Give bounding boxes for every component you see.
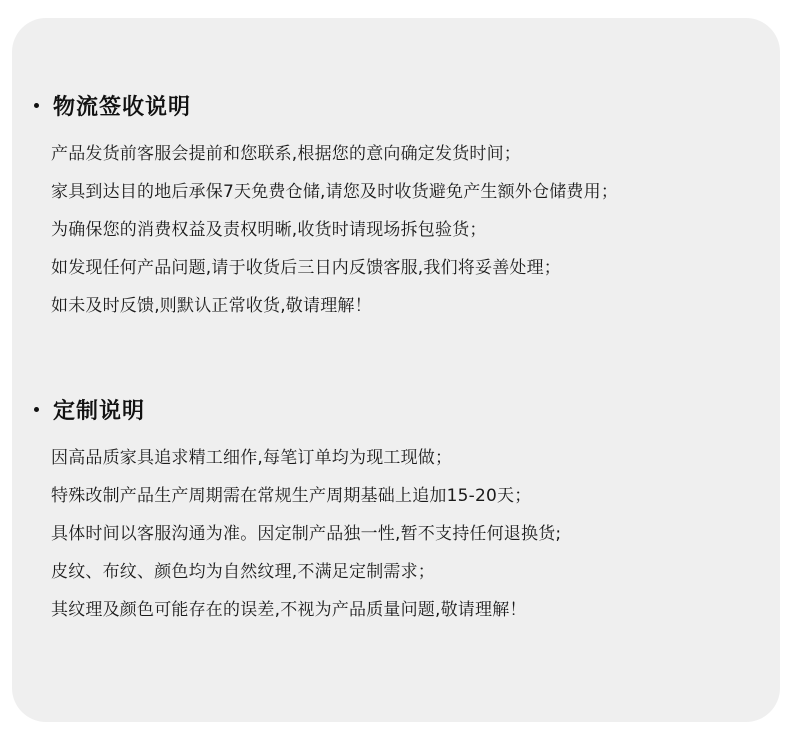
- custom-line: 因高品质家具追求精工细作,每笔订单均为现工现做；: [51, 448, 453, 468]
- logistics-line: 如发现任何产品问题,请于收货后三日内反馈客服,我们将妥善处理；: [51, 258, 562, 278]
- custom-title: 定制说明: [53, 398, 146, 424]
- bullet-icon: [34, 407, 39, 412]
- custom-lines: [51, 446, 780, 636]
- logistics-section: [12, 90, 780, 332]
- logistics-heading: [34, 90, 780, 120]
- bullet-icon: [34, 103, 39, 108]
- custom-section: [12, 394, 780, 636]
- custom-heading: [34, 394, 780, 424]
- logistics-line: 如未及时反馈,则默认正常收货,敬请理解！: [51, 296, 372, 316]
- custom-line: 特殊改制产品生产周期需在常规生产周期基础上追加15-20天；: [51, 486, 532, 506]
- logistics-lines: [51, 142, 780, 332]
- logistics-line: 家具到达目的地后承保7天免费仓储,请您及时收货避免产生额外仓储费用；: [51, 182, 619, 202]
- custom-line: 其纹理及颜色可能存在的误差,不视为产品质量问题,敬请理解！: [51, 600, 527, 620]
- logistics-line: 为确保您的消费权益及责权明晰,收货时请现场拆包验货；: [51, 220, 487, 240]
- logistics-line: 产品发货前客服会提前和您联系,根据您的意向确定发货时间；: [51, 144, 522, 164]
- custom-line: 皮纹、布纹、颜色均为自然纹理,不满足定制需求；: [51, 562, 436, 582]
- info-card: [12, 18, 780, 722]
- custom-line: 具体时间以客服沟通为准。因定制产品独一性,暂不支持任何退换货;: [51, 524, 562, 544]
- logistics-title: 物流签收说明: [53, 94, 192, 120]
